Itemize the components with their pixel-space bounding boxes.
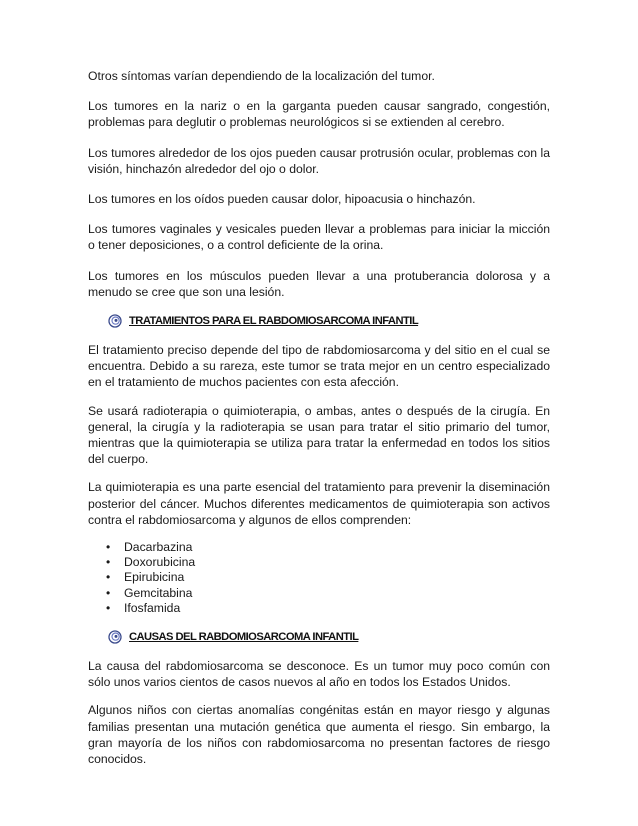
heading-text: CAUSAS DEL RABDOMIOSARCOMA INFANTIL: [129, 631, 359, 644]
paragraph-radiotherapy: Se usará radioterapia o quimioterapia, o ambas, antes o después de la cirugía. En general, la cirugía y la radioterapia se usan para tratar el sitio primario del tumor, mientras que la quimioterapia se utiliza para tratar la enfermedad en todos los sitios del cuerpo.: [88, 403, 550, 467]
heading-text: TRATAMIENTOS PARA EL RABDOMIOSARCOMA INFANTIL: [129, 315, 419, 328]
medication-list: [88, 540, 550, 616]
paragraph-nose-throat: Los tumores en la nariz o en la garganta pueden causar sangrado, congestión, problemas para deglutir o problemas neurológicos si se extienden al cerebro.: [88, 99, 550, 130]
paragraph-symptoms-intro: Otros síntomas varían dependiendo de la localización del tumor.: [88, 69, 435, 83]
paragraph-vaginal-bladder: Los tumores vaginales y vesicales pueden llevar a problemas para iniciar la micción o tener deposiciones, o a control deficiente de la orina.: [88, 222, 550, 253]
spiral-bullet-icon: [108, 314, 122, 328]
paragraph-risk-factors: Algunos niños con ciertas anomalías congénitas están en mayor riesgo y algunas familias presentan una mutación genética que aumenta el riesgo. Sin embargo, la gran mayoría de los niños con rabdomiosarcoma no presentan factores de riesgo conocidos.: [88, 703, 550, 767]
paragraph-ears: Los tumores en los oídos pueden causar dolor, hipoacusia o hinchazón.: [88, 192, 476, 207]
paragraph-eyes: Los tumores alrededor de los ojos pueden causar protrusión ocular, problemas con la visión, hinchazón alrededor del ojo o dolor.: [88, 145, 550, 176]
document-page: [88, 68, 550, 767]
heading-tratamientos: [108, 312, 550, 330]
list-item: • Gemcitabina: [88, 586, 550, 601]
list-item: • Doxorubicina: [88, 555, 550, 570]
list-item: • Dacarbazina: [88, 540, 550, 555]
heading-causas: [108, 628, 550, 646]
paragraph-treatment-precise: El tratamiento preciso depende del tipo de rabdomiosarcoma y del sitio en el cual se encuentra. Debido a su rareza, este tumor se trata mejor en un centro especializado en el tratamiento de muchos pacientes con esta afección.: [88, 343, 550, 390]
spiral-bullet-icon: [108, 630, 122, 644]
paragraph-cause-unknown: La causa del rabdomiosarcoma se desconoce. Es un tumor muy poco común con sólo unos varios cientos de casos nuevos al año en todos los Estados Unidos.: [88, 659, 550, 690]
list-item: • Ifosfamida: [88, 601, 550, 616]
list-item: • Epirubicina: [88, 570, 550, 585]
paragraph-chemotherapy: La quimioterapia es una parte esencial del tratamiento para prevenir la diseminación posterior del cáncer. Muchos diferentes medicamentos de quimioterapia son activos contra el rabdomiosarcoma y algunos de ellos comprenden:: [88, 480, 550, 527]
paragraph-muscles: Los tumores en los músculos pueden llevar a una protuberancia dolorosa y a menudo se cree que son una lesión.: [88, 268, 550, 299]
